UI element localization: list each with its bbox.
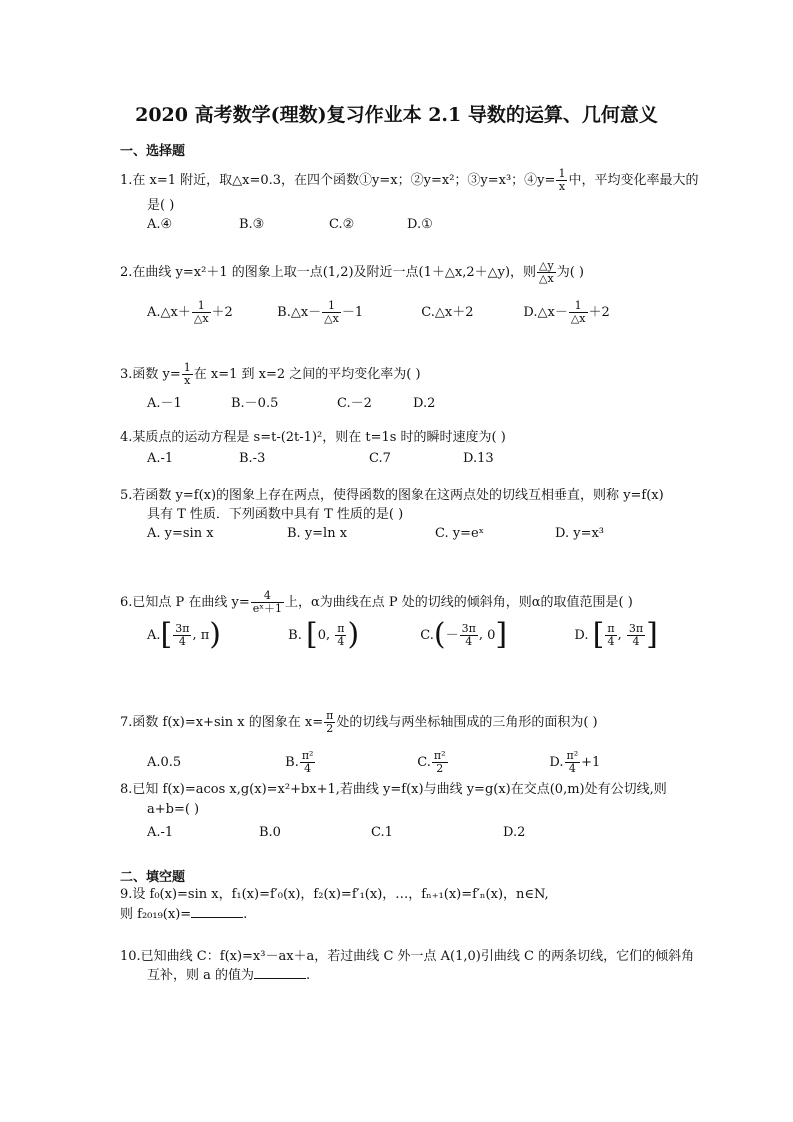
question-9-cont: 则 f₂₀₁₉(x)= . [120,907,248,922]
question-10: 10.已知曲线 C：f(x)=x³－ax＋a，若过曲线 C 外一点 A(1,0)引曲线 C 的两条切线，它们的倾斜角 [120,949,695,964]
options-7: A.0.5 B. $\frac{\text{π²}}{4}$ C. $\frac{\text{π²}}{2}$ D. $\frac{\text{π²}}{4}$ +1 [147,749,601,775]
section-choice: 一、选择题 [120,144,186,159]
question-8-cont: a+b=( ) [147,802,200,817]
question-6: 6.已知点 P 在曲线 y= $\frac{4}{\text{eˣ＋1}}$ 上，α为曲线在点 P 处的切线的倾斜角，则α的取值范围是( ) [120,589,633,615]
options-2: A.△x＋ $\frac{1}{\triangle x}$ ＋2 B.△x－ $\frac{1}{\triangle x}$ －1 C.△x＋2 D.△x－ $\frac{1}{\triangle x}$ ＋2 [147,299,610,325]
question-5: 5.若函数 y=f(x)的图象上存在两点，使得函数的图象在这两点处的切线互相垂直，则称 y=f(x) [120,488,664,503]
question-2: 2.在曲线 y=x²＋1 的图象上取一点(1,2)及附近一点(1＋△x,2＋△y)，则 $\frac{\triangle y}{\triangle x}$ 为( ) [120,259,584,285]
question-10-cont: 互补，则 a 的值为 . [147,968,311,983]
fraction: $\frac{1}{x}$ [558,167,566,193]
question-1-cont: 是( ) [147,198,175,213]
question-7: 7.函数 f(x)=x+sin x 的图象在 x= $\frac{\pi}{2}$ 处的切线与两坐标轴围成的三角形的面积为( ) [120,709,598,735]
question-4: 4.某质点的运动方程是 s=t-(2t-1)²，则在 t=1s 时的瞬时速度为( ) [120,430,506,445]
answer-blank[interactable] [191,907,243,918]
page-title: 2020 高考数学(理数)复习作业本 2.1 导数的运算、几何意义 [135,104,658,126]
options-1: A.④ B.③ C.② D.① [147,217,433,232]
question-9: 9.设 f₀(x)=sin x，f₁(x)=f′₀(x)，f₂(x)=f′₁(x)，…，fₙ₊₁(x)=f′ₙ(x)，n∈N, [120,887,549,902]
options-6: A.[ $\frac{3\pi}{4}$ , π) B. [0, $\frac{\pi}{4}$ ) C.(－ $\frac{3\pi}{4}$ , 0] D. [ $\frac{\pi}{4}$ , $\frac{3\pi}{4}$ ] [147,617,658,652]
section-fill: 二、填空题 [120,870,186,885]
question-8: 8.已知 f(x)=acos x,g(x)=x²+bx+1,若曲线 y=f(x)与曲线 y=g(x)在交点(0,m)处有公切线,则 [120,782,667,797]
options-8: A.-1 B.0 C.1 D.2 [147,825,526,840]
question-5-cont: 具有 T 性质．下列函数中具有 T 性质的是( ) [147,507,404,522]
options-3: A.－1 B.－0.5 C.－2 D.2 [147,396,436,411]
options-5: A. y=sin x B. y=ln x C. y=eˣ D. y=x³ [147,526,605,541]
answer-blank[interactable] [254,968,306,979]
question-3: 3.函数 y= $\frac{1}{x}$ 在 x=1 到 x=2 之间的平均变化率为( ) [120,361,421,387]
options-4: A.-1 B.-3 C.7 D.13 [147,451,494,466]
question-1: 1.在 x=1 附近，取△x=0.3，在四个函数①y=x；②y=x²；③y=x³；④y= $\frac{1}{x}$ 中，平均变化率最大的 [120,167,699,193]
